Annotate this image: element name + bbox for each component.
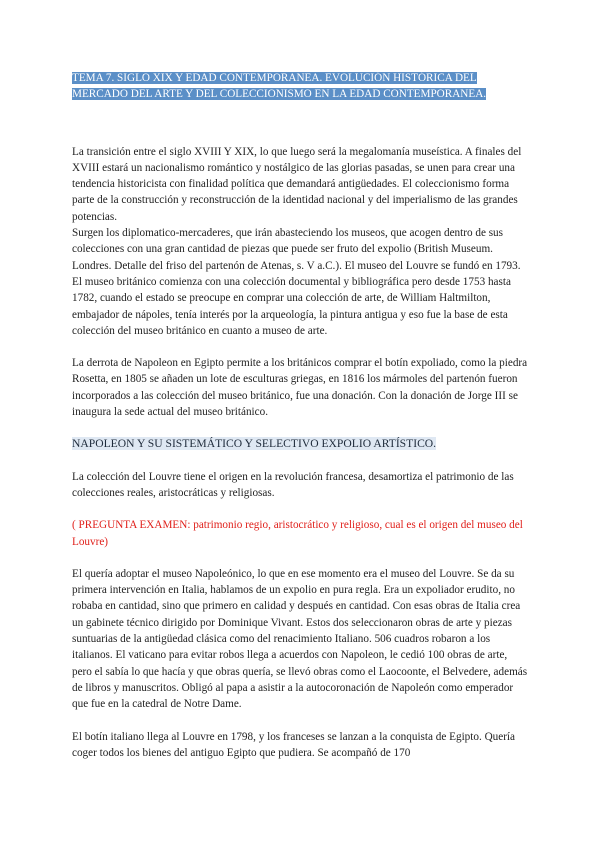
section-heading bbox=[72, 436, 528, 452]
spacer bbox=[72, 420, 528, 436]
napoleon-egypt-paragraph: La derrota de Napoleon en Egipto permite a los británicos comprar el botín expoliado, como la piedra Rosetta, en 1805 se añaden un lote de esculturas griegas, en 1816 los mármoles del partenón fueron incorporados a las colección del museo británico, fue una donación. Con la donación de Jorge III se inaugura la sede actual del museo británico. bbox=[72, 357, 528, 419]
title-text: TEMA 7. SIGLO XIX Y EDAD CONTEMPORANEA. EVOLUCIÓN HISTÓRICA DEL MERCADO DEL ARTE Y DEL COLECCIONISMO EN LA EDAD CONTEMPORANEA. bbox=[72, 72, 487, 101]
spacer bbox=[72, 453, 528, 469]
intro-paragraph-2: Surgen los diplomatico-mercaderes, que irán abasteciendo los museos, que acogen dentro de sus colecciones con una gran cantidad de piezas que puede ser fruto del expolio (British Museum. Londres. Detalle del friso del partenón de Atenas, s. V a.C.). El museo del Louvre se fundó en 1793. bbox=[72, 227, 521, 272]
italy-paragraph: El quería adoptar el museo Napoleónico, lo que en ese momento era el museo del Louvre. Se da su primera intervención en Italia, hablamos de un expolio en pura regla. Era un expoliador erudito, no robaba en cantidad, sino que primero en calidad y después en cantidad. Con esas obras de Italia crea un gabinete técnico dirigido por Dominique Vivant. Estos dos seleccionaron obras de arte y piezas suntuarias de la antigüedad clásica como del renacimiento Italiano. 506 cuadros robaron a los italianos. El vaticano para evitar robos llega a acuerdos con Napoleon, le cedió 100 obras de arte, pero el sabía lo que hacía y que obras quería, se llevó obras como el Laocoonte, el Belvedere, además de libros y manuscritos. Obligó al papa a asistir a la autocoronación de Napoleón como emperador que fue en la catedral de Notre Dame. bbox=[72, 567, 528, 711]
spacer bbox=[72, 713, 528, 729]
section-heading-text: NAPOLEON Y SU SISTEMÁTICO Y SELECTIVO EXPOLIO ARTÍSTICO. bbox=[72, 437, 437, 451]
document-title bbox=[72, 70, 528, 103]
louvre-paragraph: La colección del Louvre tiene el origen en la revolución francesa, desamortiza el patrimonio de las colecciones reales, aristocráticas y religiosas. bbox=[72, 470, 514, 499]
document-body bbox=[72, 70, 528, 761]
intro-paragraph-1: La transición entre el siglo XVIII Y XIX, lo que luego será la megalomanía museística. A finales del XVIII estará un nacionalismo romántico y nostálgico de las glorias pasadas, se unen para crear una tendencia historicista con finalidad política que demandará antigüedades. El coleccionismo forma parte de la construcción y reconstrucción de la identidad nacional y del imperialismo de las grandes potencias. bbox=[72, 145, 522, 223]
spacer bbox=[72, 501, 528, 517]
intro-paragraph-3: El museo británico comienza con una colección documental y bibliográfica pero desde 1753 hasta 1782, cuando el estado se preocupe en comprar una colección de arte, de William Haltmilton, embajador de nápoles, tenía interés por la arqueología, la pintura antigua y eso fue la base de esta colección del museo británico en cuanto a museo de arte. bbox=[72, 275, 511, 337]
egypt-paragraph: El botín italiano llega al Louvre en 1798, y los franceses se lanzan a la conquista de Egipto. Quería coger todos los bienes del antiguo Egipto que pudiera. Se acompañó de 170 bbox=[72, 730, 516, 759]
spacer bbox=[72, 339, 528, 355]
spacer bbox=[72, 550, 528, 566]
exam-note: ( PREGUNTA EXAMEN: patrimonio regio, aristocrático y religioso, cual es el origen del museo del Louvre) bbox=[72, 519, 523, 548]
spacer bbox=[72, 103, 528, 144]
